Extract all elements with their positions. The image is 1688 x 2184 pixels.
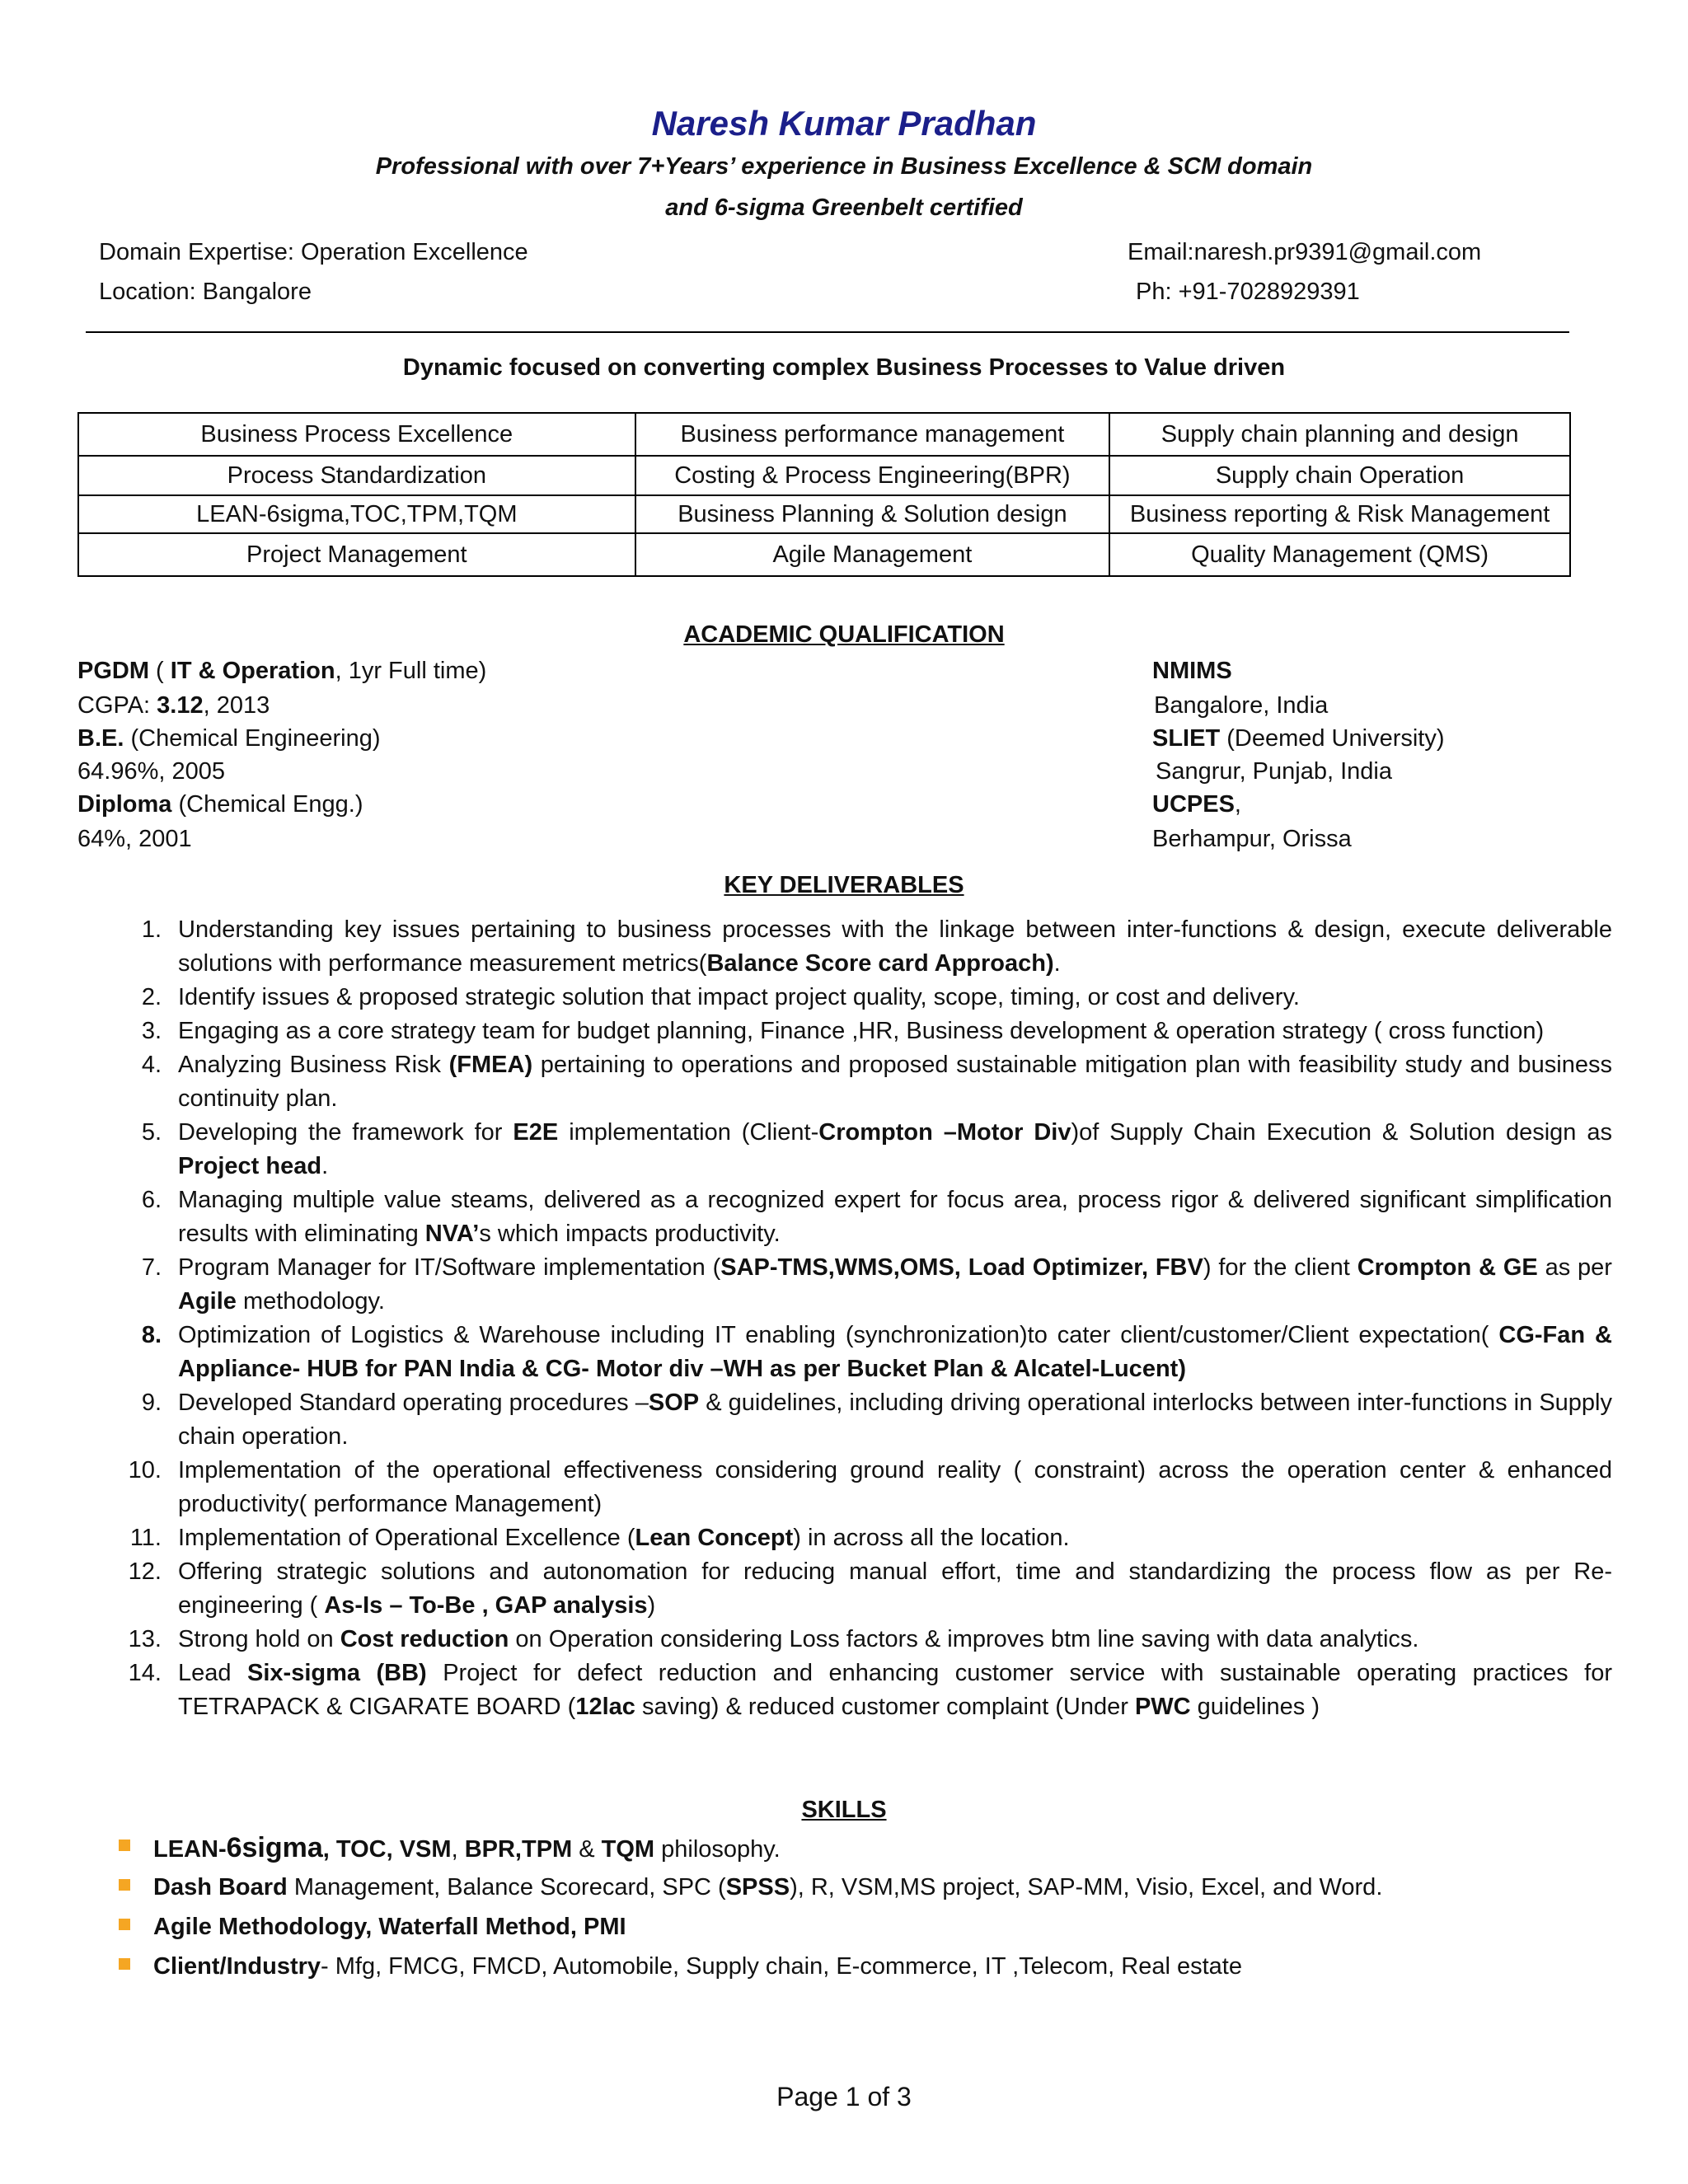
be-place: Sangrur, Punjab, India [1156,758,1392,785]
list-item [128,1657,1612,1724]
bold-span: 12lac [575,1694,635,1720]
phone: Ph: +91-7028929391 [1136,279,1360,305]
list-text [178,1116,1612,1183]
text-span: philosophy. [654,1836,781,1863]
text-span: Optimization of Logistics & Warehouse including IT enabling (synchronization)to cater client/customer/Client expectation( [178,1322,1499,1348]
table-cell: Business performance management [635,413,1110,456]
list-text [178,1251,1612,1319]
text-span: guidelines ) [1190,1694,1320,1720]
text-span: , 2013 [203,692,270,719]
diploma-place: Berhampur, Orissa [1152,826,1352,852]
list-number: 9. [141,1390,162,1416]
diploma-degree [77,791,363,818]
text-span: Implementation of Operational Excellence ( [178,1525,635,1551]
location: Location: Bangalore [99,279,312,305]
list-item [153,1948,1554,1988]
bold-span: As-Is – To-Be , GAP analysis [324,1592,648,1619]
bullet-square-icon [119,1958,130,1970]
list-number: 4. [141,1052,162,1078]
table-cell: Business reporting & Risk Management [1109,495,1570,533]
text-span: , [451,1836,465,1863]
bullet-square-icon [119,1919,130,1930]
bullet-square-icon [119,1840,130,1851]
list-number: 2. [141,984,162,1010]
degree-name: Diploma [77,791,172,818]
list-item [153,1909,1554,1948]
bold-span: Cost reduction [340,1626,509,1652]
be-degree [77,725,381,752]
text-span: Management, Balance Scorecard, SPC ( [287,1874,726,1900]
page-number: Page 1 of 3 [776,2082,912,2111]
text-span: CGPA: [77,692,157,719]
bold-span: Project head [178,1153,322,1179]
bold-span: BPR,TPM [464,1836,573,1863]
text-span: (Deemed University) [1220,725,1445,752]
diploma-score: 64%, 2001 [77,826,192,852]
list-number: 11. [129,1525,162,1551]
list-number: 6. [141,1187,162,1213]
table-cell: Agile Management [635,533,1110,576]
list-item [129,1521,1612,1555]
list-text [178,1623,1612,1657]
list-text [178,1183,1612,1251]
list-item [128,1555,1612,1623]
text-span: (Chemical Engineering) [124,725,381,752]
list-item [128,1454,1612,1521]
text-span: s which impacts productivity. [479,1221,781,1247]
pgdm-place: Bangalore, India [1154,692,1329,719]
bold-span: E2E [513,1119,559,1146]
list-item [141,1048,1612,1116]
text-span: Identify issues & proposed strategic solution that impact project quality, scope, timing, or cost and delivery. [178,984,1300,1010]
list-item [153,1869,1554,1909]
table-cell: Quality Management (QMS) [1109,533,1570,576]
list-item [141,913,1612,981]
table-row [78,533,1570,576]
bold-span: 6sigma [226,1832,323,1863]
list-text [178,1015,1612,1048]
table-cell: Business Planning & Solution design [635,495,1110,533]
table-row [78,495,1570,533]
list-text [178,913,1612,981]
text-span: Chemical Engg.) [186,791,363,818]
list-text [178,981,1612,1015]
bold-span: NVA’ [424,1221,480,1247]
bullet-square-icon [119,1879,130,1891]
text-span: Developed Standard operating procedures – [178,1390,649,1416]
list-text [178,1048,1612,1116]
text-span: on Operation considering Loss factors & improves btm line saving with data analytics. [509,1626,1419,1652]
tagline: Dynamic focused on converting complex Business Processes to Value driven [402,354,1286,381]
bold-span: SAP-TMS,WMS,OMS, Load Optimizer, FBV [720,1254,1203,1281]
text-span: ( [149,658,171,684]
list-number: 1. [141,916,162,943]
list-number: 12. [128,1558,162,1585]
institute-name: SLIET [1152,725,1221,752]
list-item [141,981,1612,1015]
text-span: saving) & reduced customer complaint (Under [635,1694,1135,1720]
profile-subtitle-line-2: and 6-sigma Greenbelt certified [665,194,1023,221]
bold-span: SPSS [725,1874,790,1900]
list-item [141,1386,1613,1454]
bold-span: CG-Fan & Appliance- HUB for PAN India & CG- Motor div –WH as per Bucket Plan & Alcatel-Lucent) [178,1322,1612,1382]
table-cell: Supply chain planning and design [1109,413,1570,456]
list-number: 13. [128,1626,162,1652]
table-cell: Costing & Process Engineering(BPR) [635,456,1110,495]
list-number: 3. [141,1018,162,1044]
text-span: & guidelines, including driving operational interlocks between inter-functions in Supply chain operation. [178,1390,1613,1450]
bold-span: Agile Methodology, Waterfall Method, PMI [153,1914,626,1940]
list-text [178,1657,1612,1724]
table-cell: LEAN-6sigma,TOC,TPM,TQM [78,495,635,533]
text-span: Implementation of the operational effectiveness considering ground reality ( constraint) across the operation center & enhanced productivity( performance Management) [178,1457,1612,1517]
degree-spec: IT & Operation [170,658,335,684]
table-row [78,413,1570,456]
text-span: Lead [178,1660,248,1686]
bold-span: (FMEA) [448,1052,533,1078]
list-number: 5. [141,1119,162,1146]
text-span: Project for defect reduction and enhancing customer service with sustainable operating practices for TETRAPACK & CIGARATE BOARD ( [178,1660,1612,1720]
bold-span: LEAN- [153,1836,227,1863]
text-span: ( [171,791,187,818]
text-span: pertaining to operations and proposed sustainable mitigation plan with feasibility study and business continuity plan. [178,1052,1612,1112]
text-span: Program Manager for IT/Software implementation ( [178,1254,721,1281]
be-score: 64.96%, 2005 [77,758,225,785]
pgdm-degree [77,658,486,685]
text-span: Understanding key issues pertaining to business processes with the linkage between inter-functions & design, execute deliverable solutions with performance measurement metrics( [178,916,1612,977]
list-item [141,1183,1612,1251]
text-span: Analyzing Business Risk [178,1052,449,1078]
bold-span: Six-sigma (BB) [247,1660,427,1686]
bold-span: Balance Score card Approach) [706,950,1054,977]
text-span: . [321,1153,329,1179]
email: Email:naresh.pr9391@gmail.com [1128,239,1482,265]
deliverables-list [128,913,1613,1724]
text-span: Developing the framework for [178,1119,513,1146]
text-span: ) for the client [1203,1254,1357,1281]
list-text [178,1386,1612,1454]
bold-span: , TOC, VSM [322,1836,452,1863]
text-span: . [1053,950,1061,977]
list-item [153,1830,1554,1869]
list-number: 10. [128,1457,162,1483]
text-span: )of Supply Chain Execution & Solution design as [1071,1119,1612,1146]
text-span: - Mfg, FMCG, FMCD, Automobile, Supply chain, E-commerce, IT ,Telecom, Real estate [321,1953,1242,1980]
grade-value: 3.12 [157,692,204,719]
list-number: 8. [141,1322,162,1348]
text-span: , [1234,791,1241,818]
list-item [141,1251,1612,1319]
degree-name: B.E. [77,725,124,752]
list-text [178,1319,1612,1386]
list-text [178,1555,1612,1623]
text-span: implementation (Client- [558,1119,819,1146]
list-number: 7. [141,1254,162,1281]
text-span: & [572,1836,602,1863]
bold-span: PWC [1134,1694,1191,1720]
bold-span: Dash Board [153,1874,288,1900]
list-item [141,1015,1612,1048]
text-span: ) in across all the location. [793,1525,1070,1551]
list-text [178,1521,1612,1555]
institute-name: UCPES [1152,791,1235,818]
table-row [78,456,1570,495]
bold-span: Crompton –Motor Div [818,1119,1071,1146]
list-text [178,1454,1612,1521]
degree-name: PGDM [77,658,149,684]
candidate-name: Naresh Kumar Pradhan [651,104,1037,143]
skills-heading: SKILLS [801,1797,887,1823]
pgdm-institute: NMIMS [1152,658,1232,684]
diploma-institute [1152,791,1241,818]
table-cell: Supply chain Operation [1109,456,1570,495]
bold-span: Agile [178,1288,237,1315]
bold-span: Client/Industry [153,1953,321,1980]
list-item [141,1319,1612,1386]
text-span: Managing multiple value steams, delivered as a recognized expert for focus area, process rigor & delivered significant simplification results with eliminating [178,1187,1612,1247]
pgdm-grade [77,692,270,719]
text-span: Strong hold on [178,1626,340,1652]
table-cell: Business Process Excellence [78,413,635,456]
text-span: Offering strategic solutions and autonomation for reducing manual effort, time and standardizing the process flow as per Re-engineering ( [178,1558,1612,1619]
text-span: , 1yr Full time) [335,658,487,684]
table-cell: Project Management [78,533,635,576]
bold-span: Crompton & GE [1357,1254,1538,1281]
profile-subtitle-line-1: Professional with over 7+Years’ experience in Business Excellence & SCM domain [375,153,1313,180]
text-span: Engaging as a core strategy team for budget planning, Finance ,HR, Business development & operation strategy ( cross function) [178,1018,1545,1044]
list-item [141,1116,1612,1183]
text-span: ), R, VSM,MS project, SAP-MM, Visio, Excel, and Word. [790,1874,1383,1900]
bold-span: Lean Concept [635,1525,794,1551]
deliverables-heading: KEY DELIVERABLES [724,872,964,898]
list-item [128,1623,1612,1657]
text-span: methodology. [236,1288,385,1315]
text-span: as per [1537,1254,1612,1281]
list-number: 14. [128,1660,162,1686]
text-span: ) [647,1592,656,1619]
bold-span: TQM [601,1836,655,1863]
domain-expertise: Domain Expertise: Operation Excellence [99,239,528,265]
table-cell: Process Standardization [78,456,635,495]
academic-heading: ACADEMIC QUALIFICATION [683,621,1005,648]
skills-list [153,1830,1554,1988]
be-institute [1152,725,1445,752]
header-divider [86,331,1569,333]
bold-span: SOP [648,1390,700,1416]
expertise-table [77,412,1571,577]
